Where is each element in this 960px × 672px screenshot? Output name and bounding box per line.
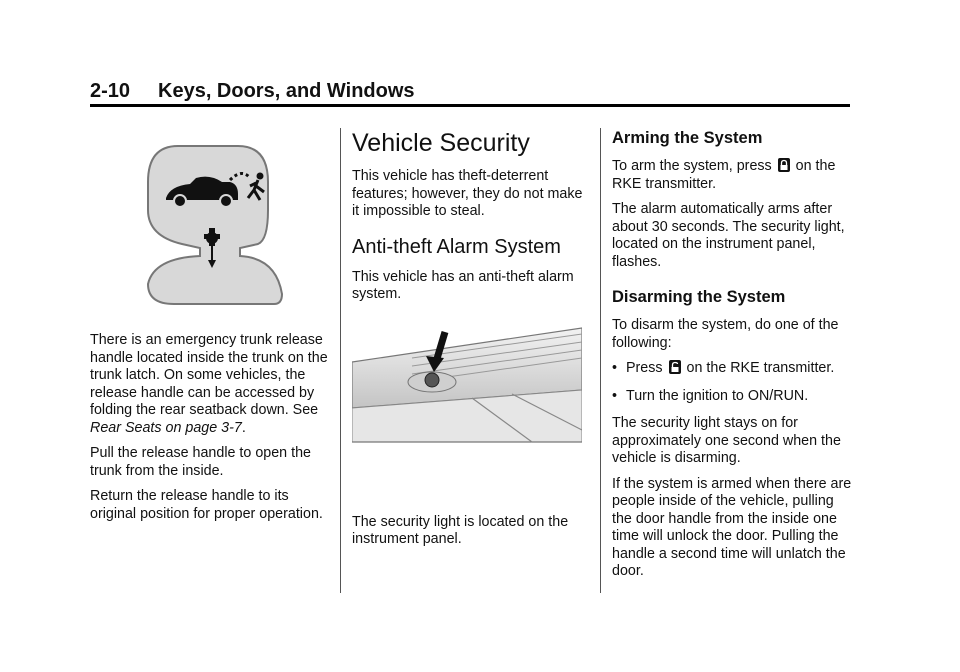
list-item: • Press on the RKE transmitter. — [612, 360, 852, 378]
rear-seats-reference: Rear Seats on page 3-7 — [90, 419, 242, 436]
column-divider — [600, 128, 601, 593]
heading-arming-the-system: Arming the System — [612, 129, 763, 147]
armed-with-people-paragraph: If the system is armed when there are people inside of the vehicle, pulling the door handle from the inside one time will unlock the door. Pulling the handle a second time will unlatch the door. — [612, 475, 852, 579]
column-2 — [352, 128, 588, 557]
list-item: • Turn the ignition to ON/RUN. — [612, 388, 852, 406]
column-1 — [90, 128, 330, 531]
vehicle-security-paragraph: This vehicle has theft-deterrent features; however, they do not make it impossible to steal. — [352, 168, 583, 219]
alarm-arms-paragraph: The alarm automatically arms after about 30 seconds. The security light, located on the instrument panel, flashes. — [612, 201, 845, 270]
return-release-paragraph: Return the release handle to its original position for proper operation. — [90, 488, 323, 522]
security-light-location-paragraph: The security light is located on the instrument panel. — [352, 513, 569, 547]
heading-vehicle-security: Vehicle Security — [352, 129, 530, 157]
trunk-release-handle-illustration — [90, 128, 330, 318]
pull-release-paragraph: Pull the release handle to open the trunk from the inside. — [90, 445, 311, 479]
disarming-intro-paragraph: To disarm the system, do one of the following: — [612, 317, 839, 351]
unlock-icon — [669, 360, 681, 374]
arming-paragraph: To arm the system, press on the RKE transmitter. — [612, 158, 836, 192]
security-light-stays-paragraph: The security light stays on for approximately one second when the vehicle is disarming. — [612, 415, 841, 466]
heading-disarming-the-system: Disarming the System — [612, 288, 786, 306]
trunk-release-paragraph: There is an emergency trunk release handle located inside the trunk on the trunk latch. On some vehicles, the release handle can be accessed by folding the rear seatback down. See Rear Seats on page 3-7. — [90, 332, 328, 436]
page-header — [90, 80, 850, 106]
header-rule — [90, 104, 850, 107]
chapter-title: Keys, Doors, and Windows — [158, 80, 415, 102]
column-divider — [340, 128, 341, 593]
page-number: 2-10 — [90, 80, 131, 102]
heading-anti-theft-alarm: Anti-theft Alarm System — [352, 235, 561, 258]
anti-theft-paragraph: This vehicle has an anti-theft alarm system. — [352, 268, 574, 302]
security-light-illustration — [352, 326, 582, 476]
column-3 — [612, 128, 852, 589]
lock-icon — [778, 158, 790, 172]
